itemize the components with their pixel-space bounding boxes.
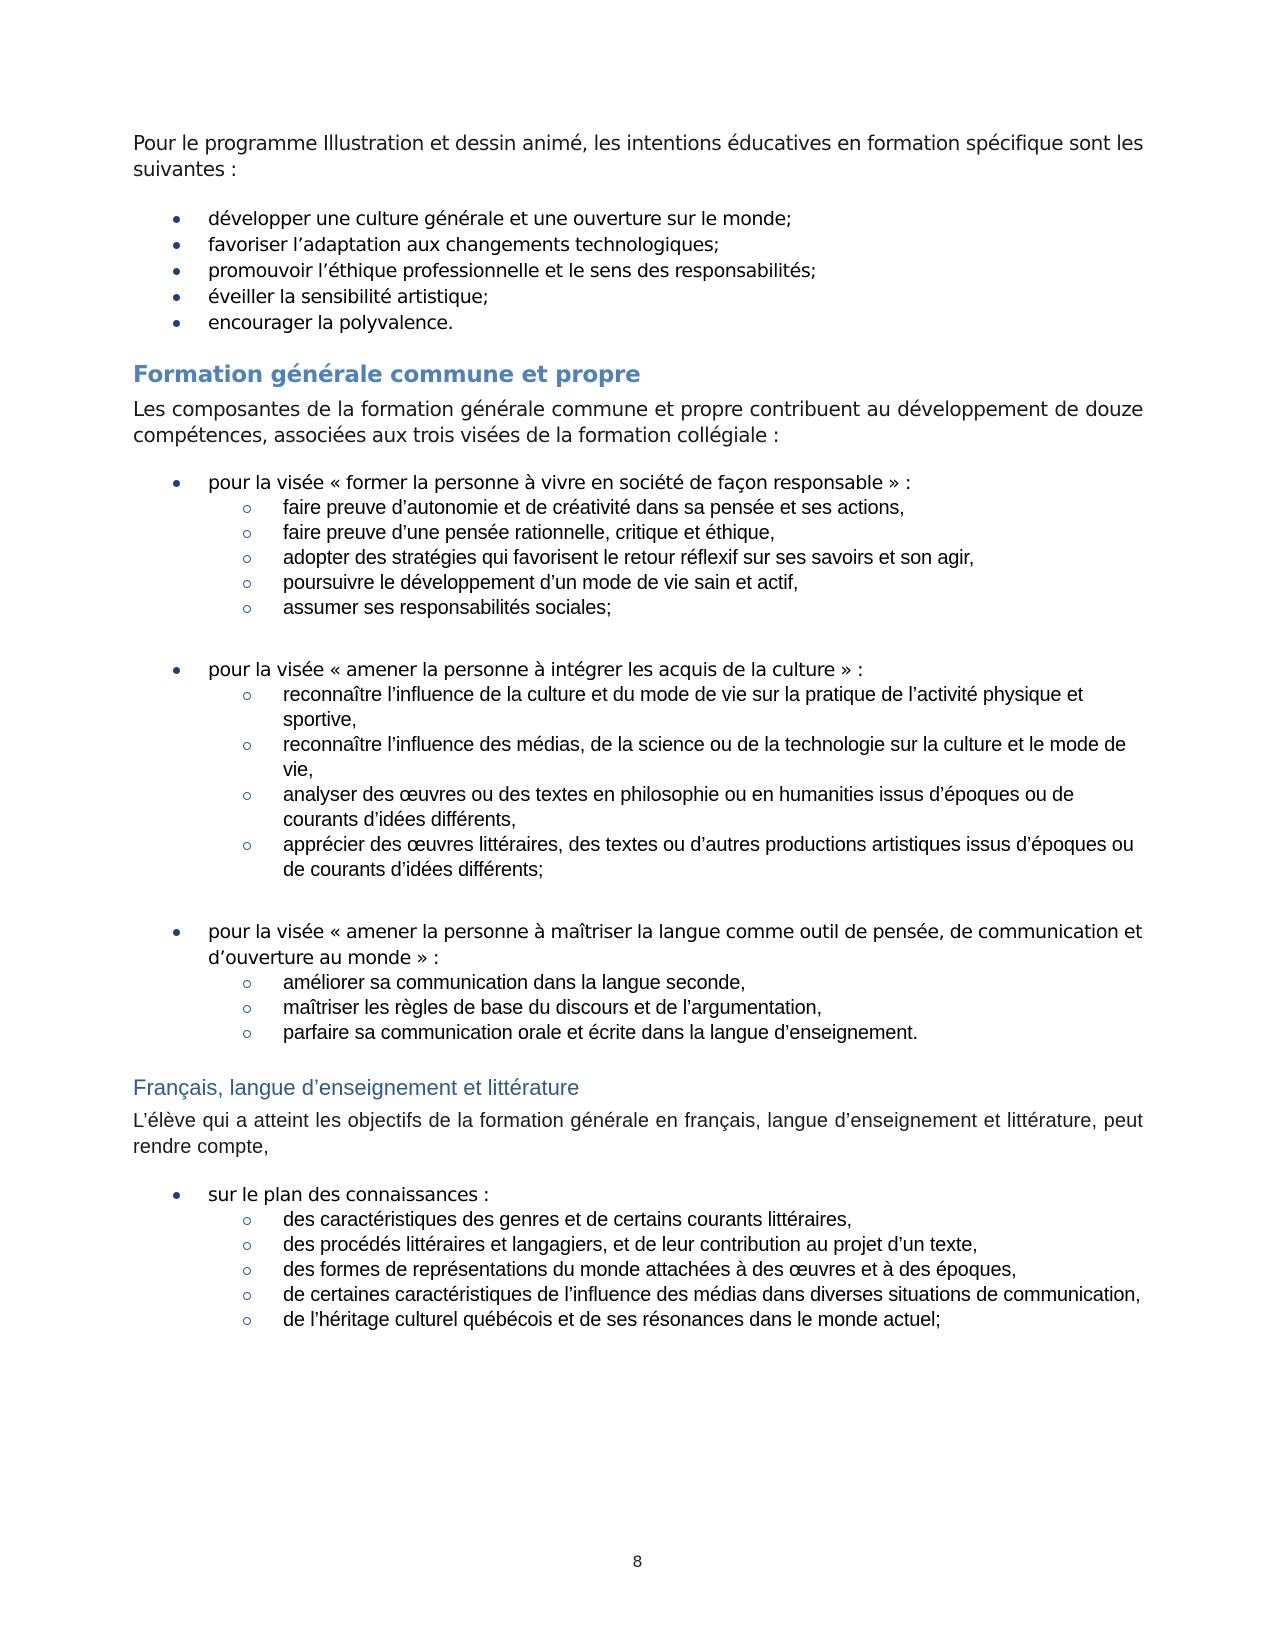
list-item: apprécier des œuvres littéraires, des textes ou d’autres productions artistiques issus d’époques ou de courants d’idées différents; [133,833,1143,883]
bullet-icon [173,294,180,301]
circle-bullet-icon [243,792,251,800]
bullet-icon [173,1192,180,1199]
circle-bullet-icon [243,1030,251,1038]
knowledge-list [133,1182,1143,1333]
aim-item: pour la visée « amener la personne à maîtriser la langue comme outil de pensée, de communication et d’ouverture au monde » : améliorer sa communication dans la langue seconde, maîtriser les règles de base du discours et de l’argumentation, parfaire sa communication orale et écrite dans la langue d’enseignement. [133,919,1143,1046]
knowledge-item: sur le plan des connaissances : des caractéristiques des genres et de certains courants littéraires, des procédés littéraires et langagiers, et de leur contribution au projet d’un texte, des formes de représentations du monde attachées à des œuvres et à des époques, de certaines caractéristiques de l’influence des médias dans diverses situations de communication, de l’héritage culturel québécois et de ses résonances dans le monde actuel; [133,1182,1143,1333]
list-item: faire preuve d’une pensée rationnelle, critique et éthique, [133,521,1143,546]
page-number: 8 [632,1552,643,1571]
list-item: des formes de représentations du monde attachées à des œuvres et à des époques, [133,1258,1143,1283]
intro-list [133,206,1143,336]
circle-bullet-icon [243,742,251,750]
bullet-icon [173,320,180,327]
aim-list [133,470,1143,1046]
bullet-icon [173,242,180,249]
bullet-icon [173,216,180,223]
list-item: des caractéristiques des genres et de certains courants littéraires, [133,1208,1143,1233]
circle-bullet-icon [243,1217,251,1225]
circle-bullet-icon [243,505,251,513]
aim-item: pour la visée « amener la personne à intégrer les acquis de la culture » : reconnaître l’influence de la culture et du mode de vie sur la pratique de l’activité physique et sportive, reconnaître l’influence des médias, de la science ou de la technologie sur la culture et le mode de vie, analyser des œuvres ou des textes en philosophie ou en humanities issus d’époques ou de courants d’idées différents, apprécier des œuvres littéraires, des textes ou d’autres productions artistiques issus d’époques ou de courants d’idées différents; [133,657,1143,883]
bullet-icon [173,667,180,674]
circle-bullet-icon [243,1267,251,1275]
circle-bullet-icon [243,1005,251,1013]
list-item: encourager la polyvalence. [133,310,1143,336]
knowledge-sublist [208,1208,1143,1333]
bullet-icon [173,929,180,936]
circle-bullet-icon [243,842,251,850]
list-item: de l’héritage culturel québécois et de ses résonances dans le monde actuel; [133,1308,1143,1333]
list-item: favoriser l’adaptation aux changements technologiques; [133,232,1143,258]
list-item: éveiller la sensibilité artistique; [133,284,1143,310]
circle-bullet-icon [243,980,251,988]
list-item: assumer ses responsabilités sociales; [133,596,1143,621]
competency-list [208,683,1143,883]
bullet-icon [173,480,180,487]
list-item: de certaines caractéristiques de l’influence des médias dans diverses situations de communication, [133,1283,1143,1308]
circle-bullet-icon [243,580,251,588]
circle-bullet-icon [243,605,251,613]
page-content [133,130,1143,1333]
list-item: des procédés littéraires et langagiers, et de leur contribution au projet d’un texte, [133,1233,1143,1258]
section-paragraph: Les composantes de la formation générale commune et propre contribuent au développement de douze compétences, associées aux trois visées de la formation collégiale : [133,397,1143,447]
circle-bullet-icon [243,555,251,563]
bullet-icon [173,268,180,275]
list-item: améliorer sa communication dans la langue seconde, [133,971,1143,996]
list-item: promouvoir l’éthique professionnelle et le sens des responsabilités; [133,258,1143,284]
competency-list [208,971,1143,1046]
intro-paragraph: Pour le programme Illustration et dessin animé, les intentions éducatives en formation spécifique sont les suivantes : [133,131,1143,181]
competency-list [208,496,1143,621]
list-item: reconnaître l’influence de la culture et du mode de vie sur la pratique de l’activité physique et sportive, [133,683,1143,733]
list-item: analyser des œuvres ou des textes en philosophie ou en humanities issus d’époques ou de courants d’idées différents, [133,783,1143,833]
subsection-heading: Français, langue d’enseignement et littérature [133,1075,580,1100]
list-item: poursuivre le développement d’un mode de vie sain et actif, [133,571,1143,596]
circle-bullet-icon [243,530,251,538]
list-item: reconnaître l’influence des médias, de la science ou de la technologie sur la culture et le mode de vie, [133,733,1143,783]
list-item: développer une culture générale et une ouverture sur le monde; [133,206,1143,232]
aim-item: pour la visée « former la personne à vivre en société de façon responsable » : faire preuve d’autonomie et de créativité dans sa pensée et ses actions, faire preuve d’une pensée rationnelle, critique et éthique, adopter des stratégies qui favorisent le retour réflexif sur ses savoirs et son agir, poursuivre le développement d’un mode de vie sain et actif, assumer ses responsabilités sociales; [133,470,1143,621]
circle-bullet-icon [243,1317,251,1325]
circle-bullet-icon [243,1242,251,1250]
circle-bullet-icon [243,1292,251,1300]
circle-bullet-icon [243,692,251,700]
list-item: maîtriser les règles de base du discours et de l’argumentation, [133,996,1143,1021]
subsection-paragraph: L’élève qui a atteint les objectifs de la formation générale en français, langue d’enseignement et littérature, peut rendre compte, [133,1110,1143,1158]
list-item: parfaire sa communication orale et écrite dans la langue d’enseignement. [133,1021,1143,1046]
list-item: faire preuve d’autonomie et de créativité dans sa pensée et ses actions, [133,496,1143,521]
section-heading: Formation générale commune et propre [133,362,641,388]
list-item: adopter des stratégies qui favorisent le retour réflexif sur ses savoirs et son agir, [133,546,1143,571]
